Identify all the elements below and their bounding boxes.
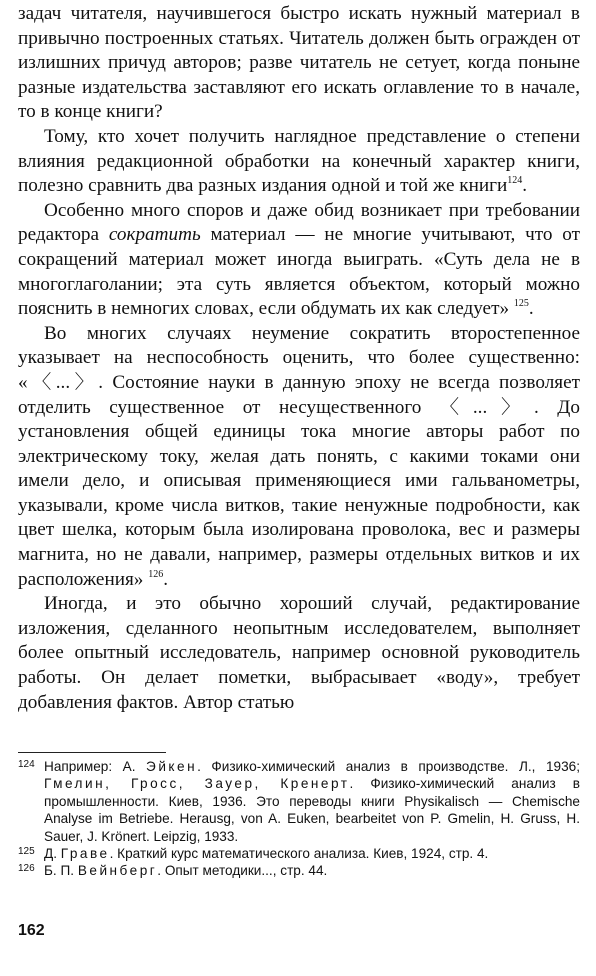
footnote: 124 Например: А. Эйкен. Физико-химический анализ в производстве. Л., 1936; Гмелин, Гросс, Зауер, Кренерт. Физико-химический анализ в промышленности. Киев, 1936. Это переводы книги Physikalisch — Chemische Analyse im Betriebe. Herausg, von A. Euken, bearbeitet von P. Gmelin, H. Gruss, H. Sauer, J. Krönert. Leipzig, 1933. [18, 759, 580, 844]
paragraph: Тому, кто хочет получить наглядное представление о степени влияния редакционной обработки на конечный характер книги, полезно сравнить два разных издания одной и той же книги$^{124}$. [18, 125, 580, 197]
footnote-author: Гмелин, Гросс, Зауер, Кренерт [44, 776, 350, 792]
emphasis-word: сократить [108, 224, 201, 246]
footnote-ref: 126 [148, 568, 164, 580]
footnote-author: Вейнберг [77, 863, 158, 879]
paragraph-text: задач читателя, научившегося быстро искать нужный материал в привычно построенных статьях. Читатель должен быть огражден от излишних причуд авторов; разве читатель не сетует, когда поныне разные издательства заставляют его искать оглавление то в начале, то в конце книги? [18, 3, 580, 123]
footnote-prefix: Б. П. [44, 863, 78, 879]
footnote-divider [18, 752, 166, 753]
paragraph [18, 2, 580, 125]
footnote-text: . Опыт методики..., стр. 44. [157, 863, 328, 879]
footnote-prefix: Д. [44, 846, 61, 862]
main-text [18, 2, 580, 715]
paragraph-text: материал — не многие учитывают, что от сокращений материал может иногда выиграть. «Суть дела не в многоглаголании; эта суть является объектом, который можно пояснить в немногих словах, если обдумать их как следует» [18, 224, 580, 320]
footnote-text: . Физико-химический анализ в промышленности. Киев, 1936. Это переводы книги Physikalisch — Chemische Analyse im Betriebe. Herausg, von A. Euken, bearbeitet von P. Gmelin, H. Gruss, H. Sauer, J. Krönert. Leipzig, 1933. [44, 776, 580, 844]
footnote-author: Граве [60, 846, 110, 862]
page-number: 162 [18, 922, 45, 939]
footnote-ref: 125 [513, 298, 529, 310]
footnotes [18, 758, 580, 880]
paragraph-text: Во многих случаях неумение сократить второстепенное указывает на неспособность оценить, что более существенно: «〈...〉. Состояние науки в данную эпоху не всегда позволяет отделить существенное от несущественного 〈...〉. До установления общей единицы тока многие авторы работ по электрическому току, желая дать понять, с какими токами они имели дело, и описывая применяющиеся ими гальванометры, указывали, кроме числа витков, такие ненужные подробности, как цвет шелка, которым была изолирована проволока, вес и размеры магнита, но не давали, например, размеры отдельных витков и их расположения» [18, 322, 580, 590]
footnote-text: . Физико-химический анализ в производстве. Л., 1936; [197, 759, 580, 774]
footnote-prefix: Например: А. [44, 759, 147, 774]
footnote-ref: 124 [507, 175, 523, 187]
footnote: 126 Б. П. Вейнберг. Опыт методики..., стр. 44. [18, 863, 328, 879]
paragraph: Особенно много споров и даже обид возникает при требовании редактора сократить материал — не многие учитывают, что от сокращений материал может иногда выиграть. «Суть дела не в многоглаголании; эта суть является объектом, который можно пояснить в немногих словах, если обдумать их как следует» $^{125}$. [18, 199, 580, 320]
footnote-text: . Краткий курс математического анализа. Киев, 1924, стр. 4. [109, 846, 489, 862]
paragraph-text: Особенно много споров и даже обид возникает при требовании редактора [18, 199, 580, 246]
footnote: 125 Д. Граве. Краткий курс математического анализа. Киев, 1924, стр. 4. [18, 846, 489, 862]
paragraph [18, 592, 580, 715]
paragraph-text: Тому, кто хочет получить наглядное представление о степени влияния редакционной обработки на конечный характер книги, полезно сравнить два разных издания одной и той же книги [18, 125, 580, 197]
paragraph: Во многих случаях неумение сократить второстепенное указывает на неспособность оценить, что более существенно: «〈...〉. Состояние науки в данную эпоху не всегда позволяет отделить существенное от несущественного 〈...〉. До установления общей единицы тока многие авторы работ по электрическому току, желая дать понять, с какими токами они имели дело, и описывая применяющиеся ими гальванометры, указывали, кроме числа витков, такие ненужные подробности, как цвет шелка, которым была изолирована проволока, вес и размеры магнита, но не давали, например, размеры отдельных витков и их расположения» $^{126}$. [18, 322, 580, 590]
paragraph-text: Иногда, и это обычно хороший случай, редактирование изложения, сделанного неопытным исследователем, выполняет более опытный исследователь, например основной руководитель работы. Он делает пометки, выбрасывает «воду», требует добавления фактов. Автор статью [18, 593, 580, 713]
footnote-author: Эйкен [146, 759, 198, 774]
